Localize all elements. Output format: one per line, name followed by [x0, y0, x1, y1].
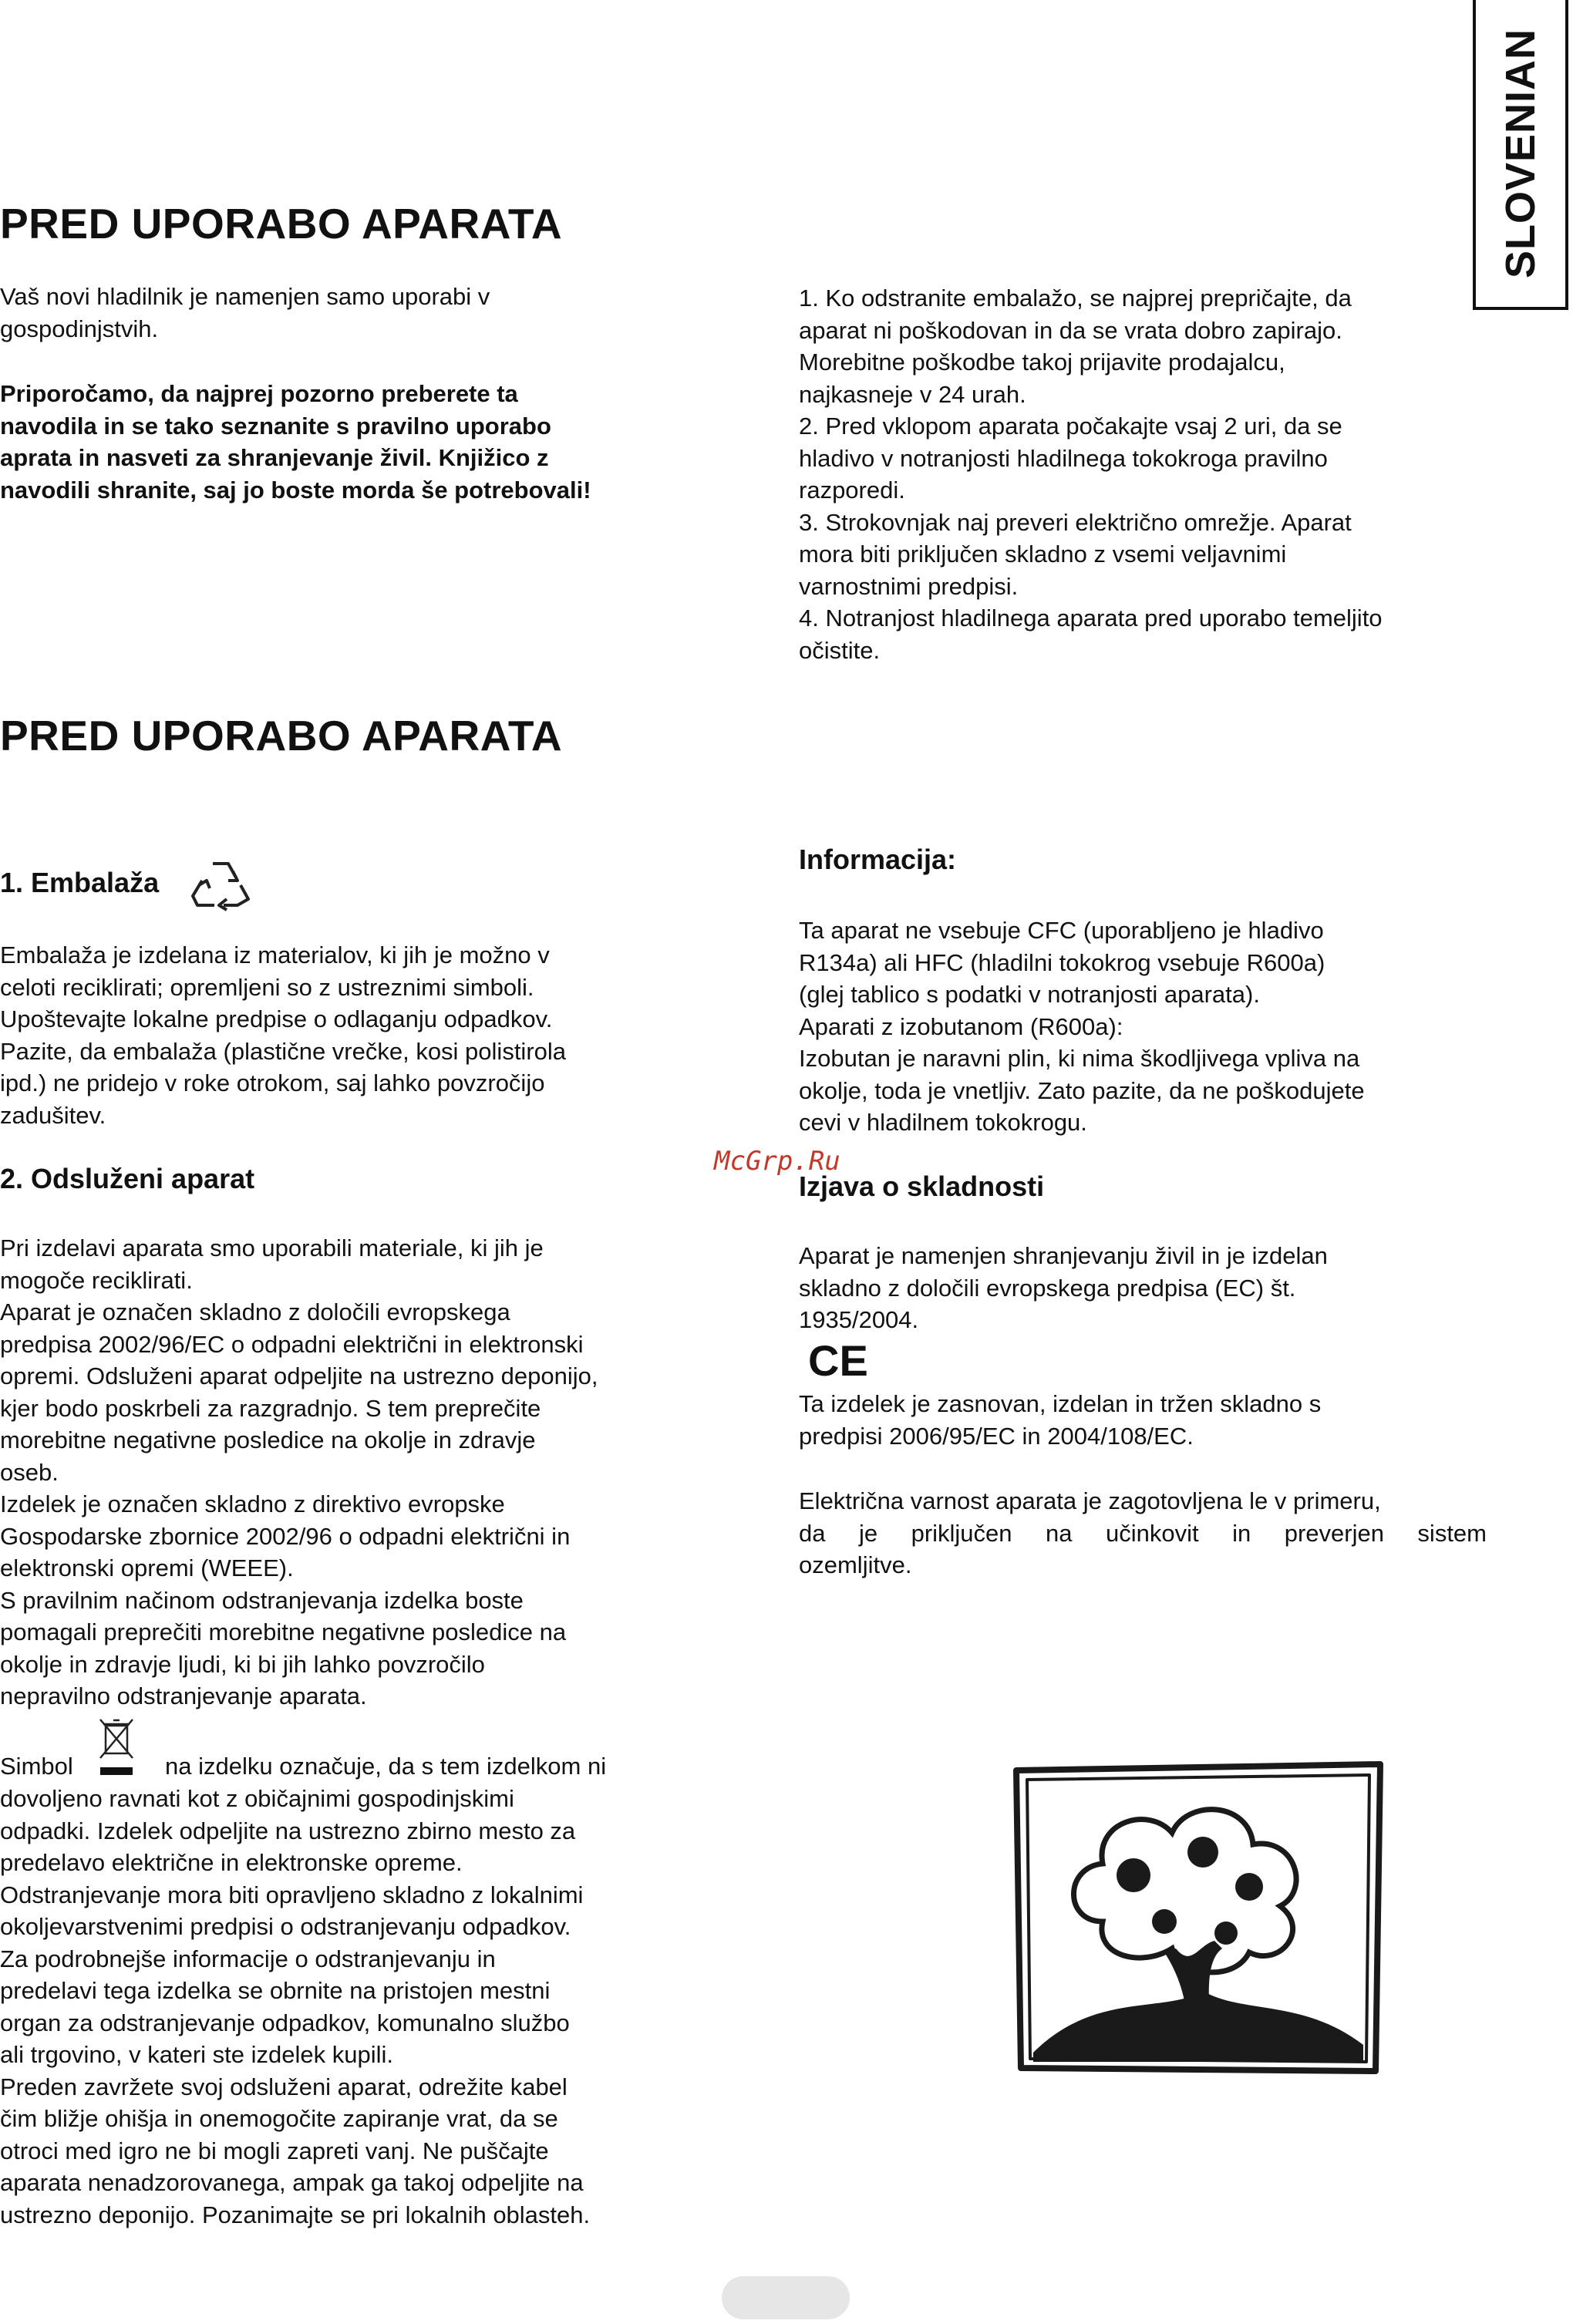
- packaging-heading-row: [0, 856, 251, 910]
- information-text: Ta aparat ne vsebuje CFC (uporabljeno je hladivo R134a) ali HFC (hladilni tokokrog vsebuje R600a) (glej tablico s podatki v notranjosti aparata). Aparati z izobutanom (R600a): Izobutan je naravni plin, ki nima škodljivega vpliva na okolje, toda je vnetljiv. Zato pazite, da ne poškodujete cevi v hladilnem tokokrogu.: [799, 917, 1365, 1136]
- weee-first-line: na izdelku označuje, da s tem izdelkom ni: [165, 1753, 607, 1780]
- recycle-icon: [190, 856, 251, 910]
- weee-bin-icon: [94, 1716, 139, 1780]
- old-appliance-text: Pri izdelavi aparata smo uporabili materiale, ki jih je mogoče reciklirati. Aparat je označen skladno z določili evropskega predpisa 2002/96/EC o odpadni električni in elektronski opremi. Odsluženi aparat odpeljite na ustrezno deponijo, kjer bodo poskrbeli za razgradnjo. S tem preprečite morebitne negativne posledice na okolje in zdravje oseb. Izdelek je označen skladno z direktivo evropske Gospodarske zbornice 2002/96 o odpadni električni in elektronski opremi (WEEE). S pravilnim načinom odstranjevanja izdelka boste pomagali preprečiti morebitne negativne posledice na okolje in zdravje ljudi, ki bi jih lahko povzročilo nepravilno odstranjevanje aparata.: [0, 1234, 598, 1709]
- ce-mark-icon: [808, 1336, 868, 1385]
- section2-title: PRED UPORABO APARATA: [0, 712, 563, 760]
- steps-list: 1. Ko odstranite embalažo, se najprej prepričajte, da aparat ni poškodovan in da se vrata dobro zapirajo. Morebitne poškodbe takoj prijavite prodajalcu, najkasneje v 24 urah. 2. Pred vklopom aparata počakajte vsaj 2 uri, da se hladivo v notranjosti hladilnega tokokroga pravilno razporedi. 3. Strokovnjak naj preveri električno omrežje. Aparat mora biti priključen skladno z vsemi veljavnimi varnostnimi predpisi. 4. Notranjost hladilnega aparata pred uporabo temeljito očistite.: [799, 285, 1383, 664]
- conformity-heading: Izjava o skladnosti: [799, 1170, 1045, 1202]
- language-tab: [1473, 0, 1568, 310]
- conformity-text-2: Ta izdelek je zasnovan, izdelan in tržen skladno s predpisi 2006/95/EC in 2004/108/EC.: [799, 1390, 1322, 1450]
- language-label: SLOVENIAN: [1497, 28, 1544, 279]
- conformity-text-3: Električna varnost aparata je zagotovljena le v primeru, da je priključen na učinkovit in preverjen sistem ozemljitve.: [799, 1487, 1487, 1578]
- old-appliance-heading: 2. Odsluženi aparat: [0, 1163, 255, 1194]
- packaging-heading: 1. Embalaža: [0, 867, 160, 898]
- intro-text: Vaš novi hladilnik je namenjen samo uporabi v gospodinjstvih.: [0, 283, 490, 342]
- ce-mark-text: CE: [808, 1336, 868, 1385]
- page-number-pill: [722, 2276, 850, 2319]
- tree-logo: [1010, 1760, 1386, 2079]
- conformity-text: Aparat je namenjen shranjevanju živil in je izdelan skladno z določili evropskega predpisa (EC) št. 1935/2004.: [799, 1242, 1328, 1333]
- watermark: McGrp.Ru: [714, 1146, 840, 1177]
- weee-symbol-line: Simbol: [0, 1753, 73, 1780]
- advice-text: Priporočamo, da najprej pozorno preberete ta navodila in se tako seznanite s pravilno uporabo aprata in nasveti za shranjevanje živil. Knjižico z navodili shranite, saj jo boste morda še potrebovali!: [0, 380, 591, 504]
- weee-text: dovoljeno ravnati kot z običajnimi gospodinjskimi odpadki. Izdelek odpeljite na ustrezno zbirno mesto za predelavo električne in elektronske opreme. Odstranjevanje mora biti opravljeno skladno z lokalnimi okoljevarstvenimi predpisi o odstranjevanju odpadkov. Za podrobnejše informacije o odstranjevanju in predelavi tega izdelka se obrnite na pristojen mestni organ za odstranjevanje odpadkov, komunalno službo ali trgovino, v kateri ste izdelek kupili. Preden zavržete svoj odsluženi aparat, odrežite kabel čim bližje ohišja in onemogočite zapiranje vrat, da se otroci med igro ne bi mogli zapreti vanj. Ne puščajte aparata nenadzorovanega, ampak ga takoj odpeljite na ustrezno deponijo. Pozanimajte se pri lokalnih oblasteh.: [0, 1785, 591, 2228]
- section1-title: PRED UPORABO APARATA: [0, 200, 563, 248]
- packaging-text: Embalaža je izdelana iz materialov, ki jih je možno v celoti reciklirati; opremljeni so z ustreznimi simboli. Upoštevajte lokalne predpise o odlaganju odpadkov. Pazite, da embalaža (plastične vrečke, kosi polistirola ipd.) ne pridejo v roke otrokom, saj lahko povzročijo zadušitev.: [0, 941, 567, 1129]
- information-heading: Informacija:: [799, 844, 957, 875]
